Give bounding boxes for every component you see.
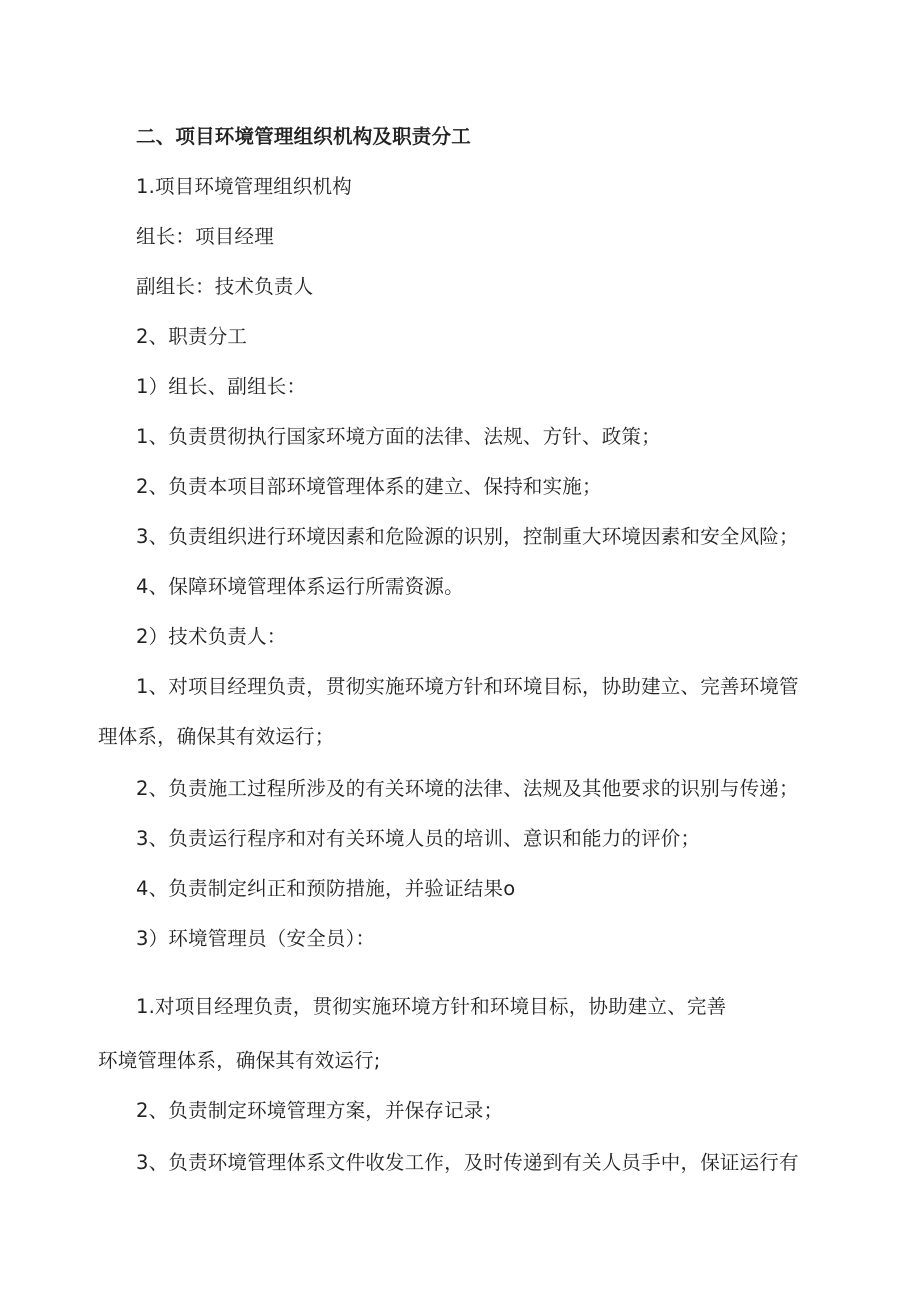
deputy-leader-line: 副组长：技术负责人 bbox=[136, 275, 314, 298]
paragraph-line: 1.对项目经理负责，贯彻实施环境方针和环境目标，协助建立、完善 bbox=[136, 995, 727, 1018]
org-heading: 1.项目环境管理组织机构 bbox=[136, 175, 353, 198]
paragraph-line: 4、保障环境管理体系运行所需资源。 bbox=[136, 575, 464, 598]
section-heading: 二、项目环境管理组织机构及职责分工 bbox=[136, 125, 471, 148]
paragraph-line: 2、负责施工过程所涉及的有关环境的法律、法规及其他要求的识别与传递； bbox=[136, 777, 799, 800]
paragraph-line: 1、负责贯彻执行国家环境方面的法律、法规、方针、政策； bbox=[136, 425, 661, 448]
paragraph-line: 3、负责环境管理体系文件收发工作，及时传递到有关人员手中，保证运行有 bbox=[136, 1151, 799, 1174]
leader-line: 组长：项目经理 bbox=[136, 225, 274, 248]
subsection-heading-3: 3）环境管理员（安全员）： bbox=[136, 927, 376, 950]
paragraph-line: 环境管理体系，确保其有效运行; bbox=[98, 1049, 381, 1072]
paragraph-line: 3、负责运行程序和对有关环境人员的培训、意识和能力的评价； bbox=[136, 827, 701, 850]
duties-heading: 2、职责分工 bbox=[136, 325, 248, 348]
paragraph-line: 1、对项目经理负责，贯彻实施环境方针和环境目标，协助建立、完善环境管 bbox=[136, 675, 799, 698]
paragraph-line: 2、负责本项目部环境管理体系的建立、保持和实施； bbox=[136, 475, 602, 498]
paragraph-line: 3、负责组织进行环境因素和危险源的识别，控制重大环境因素和安全风险； bbox=[136, 525, 799, 548]
paragraph-line: 4、负责制定纠正和预防措施，并验证结果o bbox=[136, 877, 516, 900]
subsection-heading-1: 1）组长、副组长： bbox=[136, 375, 307, 398]
subsection-heading-2: 2）技术负责人： bbox=[136, 625, 287, 648]
paragraph-line: 2、负责制定环境管理方案，并保存记录； bbox=[136, 1099, 504, 1122]
paragraph-line: 理体系，确保其有效运行； bbox=[98, 725, 335, 748]
